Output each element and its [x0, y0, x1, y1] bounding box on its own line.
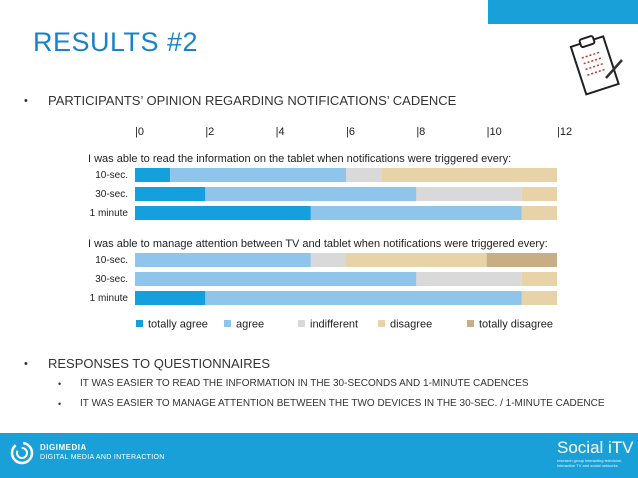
legend-label: disagree [390, 318, 433, 331]
bullet-notifications-cadence [24, 93, 456, 108]
digimedia-subtitle: DIGITAL MEDIA AND INTERACTION [40, 454, 165, 461]
bullet-questionnaires [24, 356, 270, 371]
x-tick-label: |0 [135, 126, 144, 138]
bar-segment [135, 291, 205, 305]
social-itv-logo [557, 438, 634, 468]
bar-segment [346, 168, 381, 182]
sub-bullet-read-information [58, 378, 529, 389]
clipboard-icon [566, 30, 626, 102]
legend-swatch [378, 320, 385, 327]
bar-segment [135, 272, 416, 286]
legend-label: totally disagree [479, 318, 553, 331]
sub-bullet-manage-attention [58, 398, 605, 409]
x-tick-label: |6 [346, 126, 355, 138]
bar-segment [416, 272, 522, 286]
bar-segment [170, 168, 346, 182]
group-title: I was able to manage attention between TV and tablet when notifications were triggered every: [88, 238, 548, 250]
digimedia-logo [10, 441, 165, 465]
category-label: 1 minute [89, 208, 128, 219]
bar-segment [346, 253, 487, 267]
bar-segment [416, 187, 522, 201]
slide-title: RESULTS #2 [33, 27, 199, 57]
legend-swatch [136, 320, 143, 327]
bar-segment [135, 253, 311, 267]
legend-swatch [467, 320, 474, 327]
x-tick-label: |12 [557, 126, 573, 138]
bullet-text: IT WAS EASIER TO MANAGE ATTENTION BETWEEN THE TWO DEVICES IN THE 30-SEC. / 1-MINUTE CADENCE [80, 398, 605, 409]
bullet-text: IT WAS EASIER TO READ THE INFORMATION IN THE 30-SECONDS AND 1-MINUTE CADENCES [80, 378, 529, 389]
bar-segment [522, 187, 557, 201]
category-label: 30-sec. [95, 189, 128, 200]
bullet-dot: • [58, 398, 62, 409]
footer-bar [0, 433, 638, 478]
bullet-text: RESPONSES TO QUESTIONNAIRES [48, 356, 271, 371]
bar-segment [205, 291, 522, 305]
bar-segment [135, 187, 205, 201]
x-tick-label: |8 [416, 126, 426, 138]
category-label: 10-sec. [95, 255, 128, 266]
social-itv-tagline: research group interacting television, interactive TV and social networks [557, 458, 623, 468]
legend-label: indifferent [310, 318, 359, 331]
bullet-text: PARTICIPANTS’ OPINION REGARDING NOTIFICATIONS’ CADENCE [48, 93, 457, 108]
x-tick-label: |10 [486, 126, 502, 138]
bar-segment [522, 291, 557, 305]
category-label: 10-sec. [95, 170, 128, 181]
category-label: 1 minute [89, 293, 128, 304]
category-label: 30-sec. [95, 274, 128, 285]
legend-label: agree [236, 318, 265, 331]
bar-segment [522, 206, 557, 220]
legend-swatch [298, 320, 305, 327]
bar-segment [381, 168, 557, 182]
top-accent-bar [488, 0, 638, 24]
bar-segment [135, 206, 311, 220]
bullet-dot: • [58, 378, 62, 389]
group-title: I was able to read the information on the tablet when notifications were triggered every: [88, 153, 512, 165]
bar-segment [205, 187, 416, 201]
bar-segment [311, 253, 346, 267]
bullet-dot: • [24, 94, 28, 107]
legend-label: totally agree [148, 318, 208, 331]
social-itv-name: Social iTV [557, 438, 634, 457]
spiral-icon [10, 441, 34, 465]
x-tick-label: |2 [205, 126, 215, 138]
x-tick-label: |4 [275, 126, 285, 138]
legend-swatch [224, 320, 231, 327]
bar-segment [311, 206, 522, 220]
stacked-bar-chart [0, 118, 638, 340]
bar-segment [135, 168, 170, 182]
bullet-dot: • [24, 357, 28, 370]
bar-segment [522, 272, 557, 286]
digimedia-name: DIGIMEDIA [40, 443, 87, 452]
bar-segment [487, 253, 557, 267]
